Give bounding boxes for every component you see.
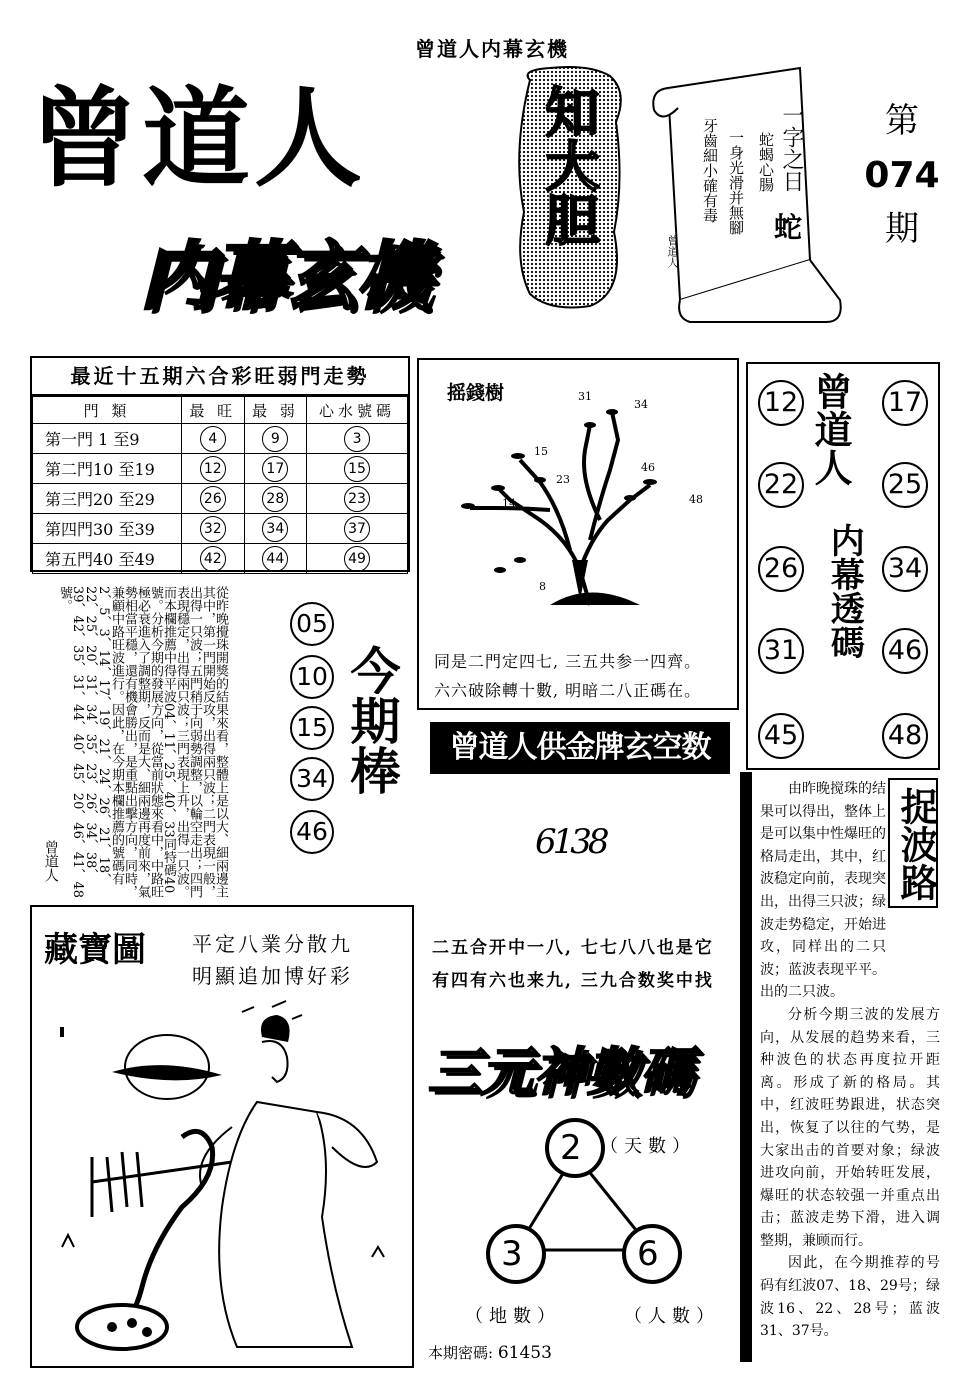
issue-number — [862, 95, 942, 256]
cold-value: 28 — [262, 486, 288, 512]
number-ball: 45 — [758, 713, 804, 759]
row-label: 第一門 1 至9 — [33, 424, 182, 454]
number-ball: 31 — [758, 628, 804, 674]
number-ball: 26 — [758, 546, 804, 592]
issue-prefix: 第 — [885, 101, 919, 141]
treasure-title: 藏寶圖 — [44, 930, 146, 970]
analysis-sign: 曾道人 — [42, 840, 59, 882]
cold-value: 17 — [262, 456, 288, 482]
table-row — [33, 484, 408, 514]
number-ball: 12 — [758, 380, 804, 426]
cold-value: 34 — [262, 516, 288, 542]
treasure-poem-line-2: 明顯追加博好彩 — [192, 964, 353, 988]
pick-ball: 10 — [290, 655, 334, 699]
trend-table-title: 最近十五期六合彩旺弱門走勢 — [32, 358, 408, 396]
gold-number-title: 曾道人供金牌玄空数 — [430, 722, 730, 774]
wave-paragraph-1: 由昨晚搅珠的结果可以得出，整体上是可以集中性爆旺的格局走出，其中，红波稳定向前，表现突出，出得三只波；绿波走势稳定，开始进攻，同样出的二只波；蓝波表现平平。出的二只波。 — [760, 781, 886, 1001]
pick-ball: 15 — [290, 706, 334, 750]
treasure-poem-line-1: 平定八業分散九 — [192, 932, 353, 956]
password — [428, 1342, 552, 1363]
wave-divider — [740, 772, 752, 1362]
wave-paragraph-3: 因此，在今期推荐的号码有红波07、18、29号；绿波16、22、28号；蓝波31、37号。 — [760, 1255, 940, 1340]
header-hot: 最 旺 — [182, 397, 245, 424]
hot-value: 32 — [200, 516, 226, 542]
scroll-riddle — [640, 60, 845, 330]
tian-number: 2 — [560, 1128, 582, 1168]
header-pick: 心水號碼 — [307, 397, 408, 424]
password-label: 本期密碼: — [428, 1344, 494, 1362]
number-ball: 46 — [882, 628, 928, 674]
gold-poem-line-2: 有四有六也来九, 三九合数奖中找 — [432, 971, 714, 991]
scroll-answer: 蛇 — [774, 211, 803, 244]
pick-value: 23 — [344, 486, 370, 512]
analysis-text: 從昨晚攪珠開獎的結果來看，整體上是以大、細兩邊主其中，第一門開始反攻，出得兩只波；二門表現一般，出得一只波；五門稍于向弱勢調整，以輪空走出；四門表現穩定，出得兩只波；三門表現上升，出得一只波。而本欄推薦中得平波04、11、25、40、33同特碼40號。分析今期的發展方向，從當前狀態來看中，中路旺極必衰進入了調整期，反而是大、細兩邊再度前來，氣勢相當平穩，還有機會勝出，是重點出擊方向，同時，兼顧中路旺波進行。因此，在今期本欄推薦的號碼有2、5、3、14、17、19、21、24、26、21、18、22、25、20、31、34、35、23、26、34、38、39、42、35、31、44、40、45、20、46、41、48號。 — [57, 586, 228, 898]
number-ball: 17 — [882, 380, 928, 426]
table-row — [33, 454, 408, 484]
ren-label: （人數） — [624, 1306, 720, 1327]
trend-grid — [32, 396, 408, 574]
di-label: （地數） — [465, 1306, 561, 1327]
tree-number: 46 — [641, 461, 655, 474]
number-ball: 22 — [758, 462, 804, 508]
seal-text: 知大胆 — [537, 84, 601, 246]
today-picks-label: 今期棒 — [342, 645, 402, 795]
hot-value: 12 — [200, 456, 226, 482]
tree-number: 34 — [634, 398, 648, 411]
scroll-line-2: 蛇蝎心腸 — [757, 132, 775, 192]
tian-label: （天數） — [600, 1136, 696, 1157]
header-type: 門 類 — [33, 397, 182, 424]
pick-value: 49 — [344, 546, 370, 572]
table-row — [33, 424, 408, 454]
seal-image — [510, 62, 628, 312]
tree-number: 23 — [556, 473, 570, 486]
row-label: 第五門40 至49 — [33, 544, 182, 574]
issue-suffix: 期 — [885, 209, 919, 250]
issue-value: 074 — [864, 154, 940, 196]
header-title: 曾道人内幕玄機 — [415, 37, 569, 61]
number-ball: 48 — [882, 713, 928, 759]
gold-poem-line-1: 二五合开中一八, 七七八八也是它 — [432, 938, 714, 958]
wave-paragraph-2: 分析今期三波的发展方向，从发展的趋势来看，三种波色的状态再度拉开距离。形成了新的格局。其中，红波旺势跟进，状态突出，恢复了以往的气势，是大家出击的首要对象；绿波进攻向前，开始转旺发展，爆旺的状态较强一并重点出击；蓝波走势下滑，进入调整期，兼顾而行。 — [760, 1006, 940, 1249]
money-tree-title: 摇錢樹 — [447, 382, 505, 404]
main-title: 曾道人 — [30, 76, 367, 202]
pick-value: 15 — [344, 456, 370, 482]
money-tree-line-2: 六六破除轉十數, 明暗二八正碼在。 — [434, 681, 702, 700]
scroll-line-4: 牙齒細小確有毒 — [701, 118, 719, 223]
tree-number: 48 — [689, 493, 703, 506]
row-label: 第三門20 至29 — [33, 484, 182, 514]
table-row — [33, 514, 408, 544]
table-row — [33, 544, 408, 574]
inside-numbers-title: 曾道人 — [808, 372, 854, 486]
tree-number: 15 — [534, 445, 548, 458]
di-number: 3 — [501, 1234, 523, 1274]
tree-number: 14 — [502, 497, 516, 510]
inside-numbers-subtitle: 内幕透碼 — [824, 523, 865, 659]
hot-value: 26 — [200, 486, 226, 512]
number-ball: 25 — [882, 462, 928, 508]
wave-tag: 捉波路 — [888, 778, 938, 908]
trend-table — [30, 356, 410, 572]
row-label: 第二門10 至19 — [33, 454, 182, 484]
pick-ball: 46 — [290, 810, 334, 854]
ren-number: 6 — [637, 1234, 659, 1274]
scroll-sign: 曾道人 — [666, 235, 679, 268]
hot-value: 4 — [200, 426, 226, 452]
tree-number: 8 — [539, 580, 546, 593]
sub-title: 内幕玄機 — [140, 234, 428, 320]
pick-value: 37 — [344, 516, 370, 542]
hot-value: 42 — [200, 546, 226, 572]
sanyuan-title: 三元神數碼 — [428, 1043, 694, 1103]
pick-value: 3 — [344, 426, 370, 452]
scroll-line-1: 一字之日 — [779, 104, 804, 192]
gold-handwritten-number: 6138 — [535, 822, 606, 862]
pick-ball: 34 — [290, 757, 334, 801]
header-cold: 最 弱 — [244, 397, 307, 424]
scroll-line-3: 一身光滑并無腳 — [727, 130, 745, 235]
cold-value: 44 — [262, 546, 288, 572]
cold-value: 9 — [262, 426, 288, 452]
password-value: 61453 — [497, 1343, 552, 1363]
money-tree-line-1: 同是二門定四七, 三五共参一四齊。 — [434, 652, 702, 671]
row-label: 第四門30 至39 — [33, 514, 182, 544]
number-ball: 34 — [882, 546, 928, 592]
money-tree-illustration — [440, 390, 720, 615]
tree-number: 31 — [578, 390, 592, 403]
pick-ball: 05 — [290, 602, 334, 646]
